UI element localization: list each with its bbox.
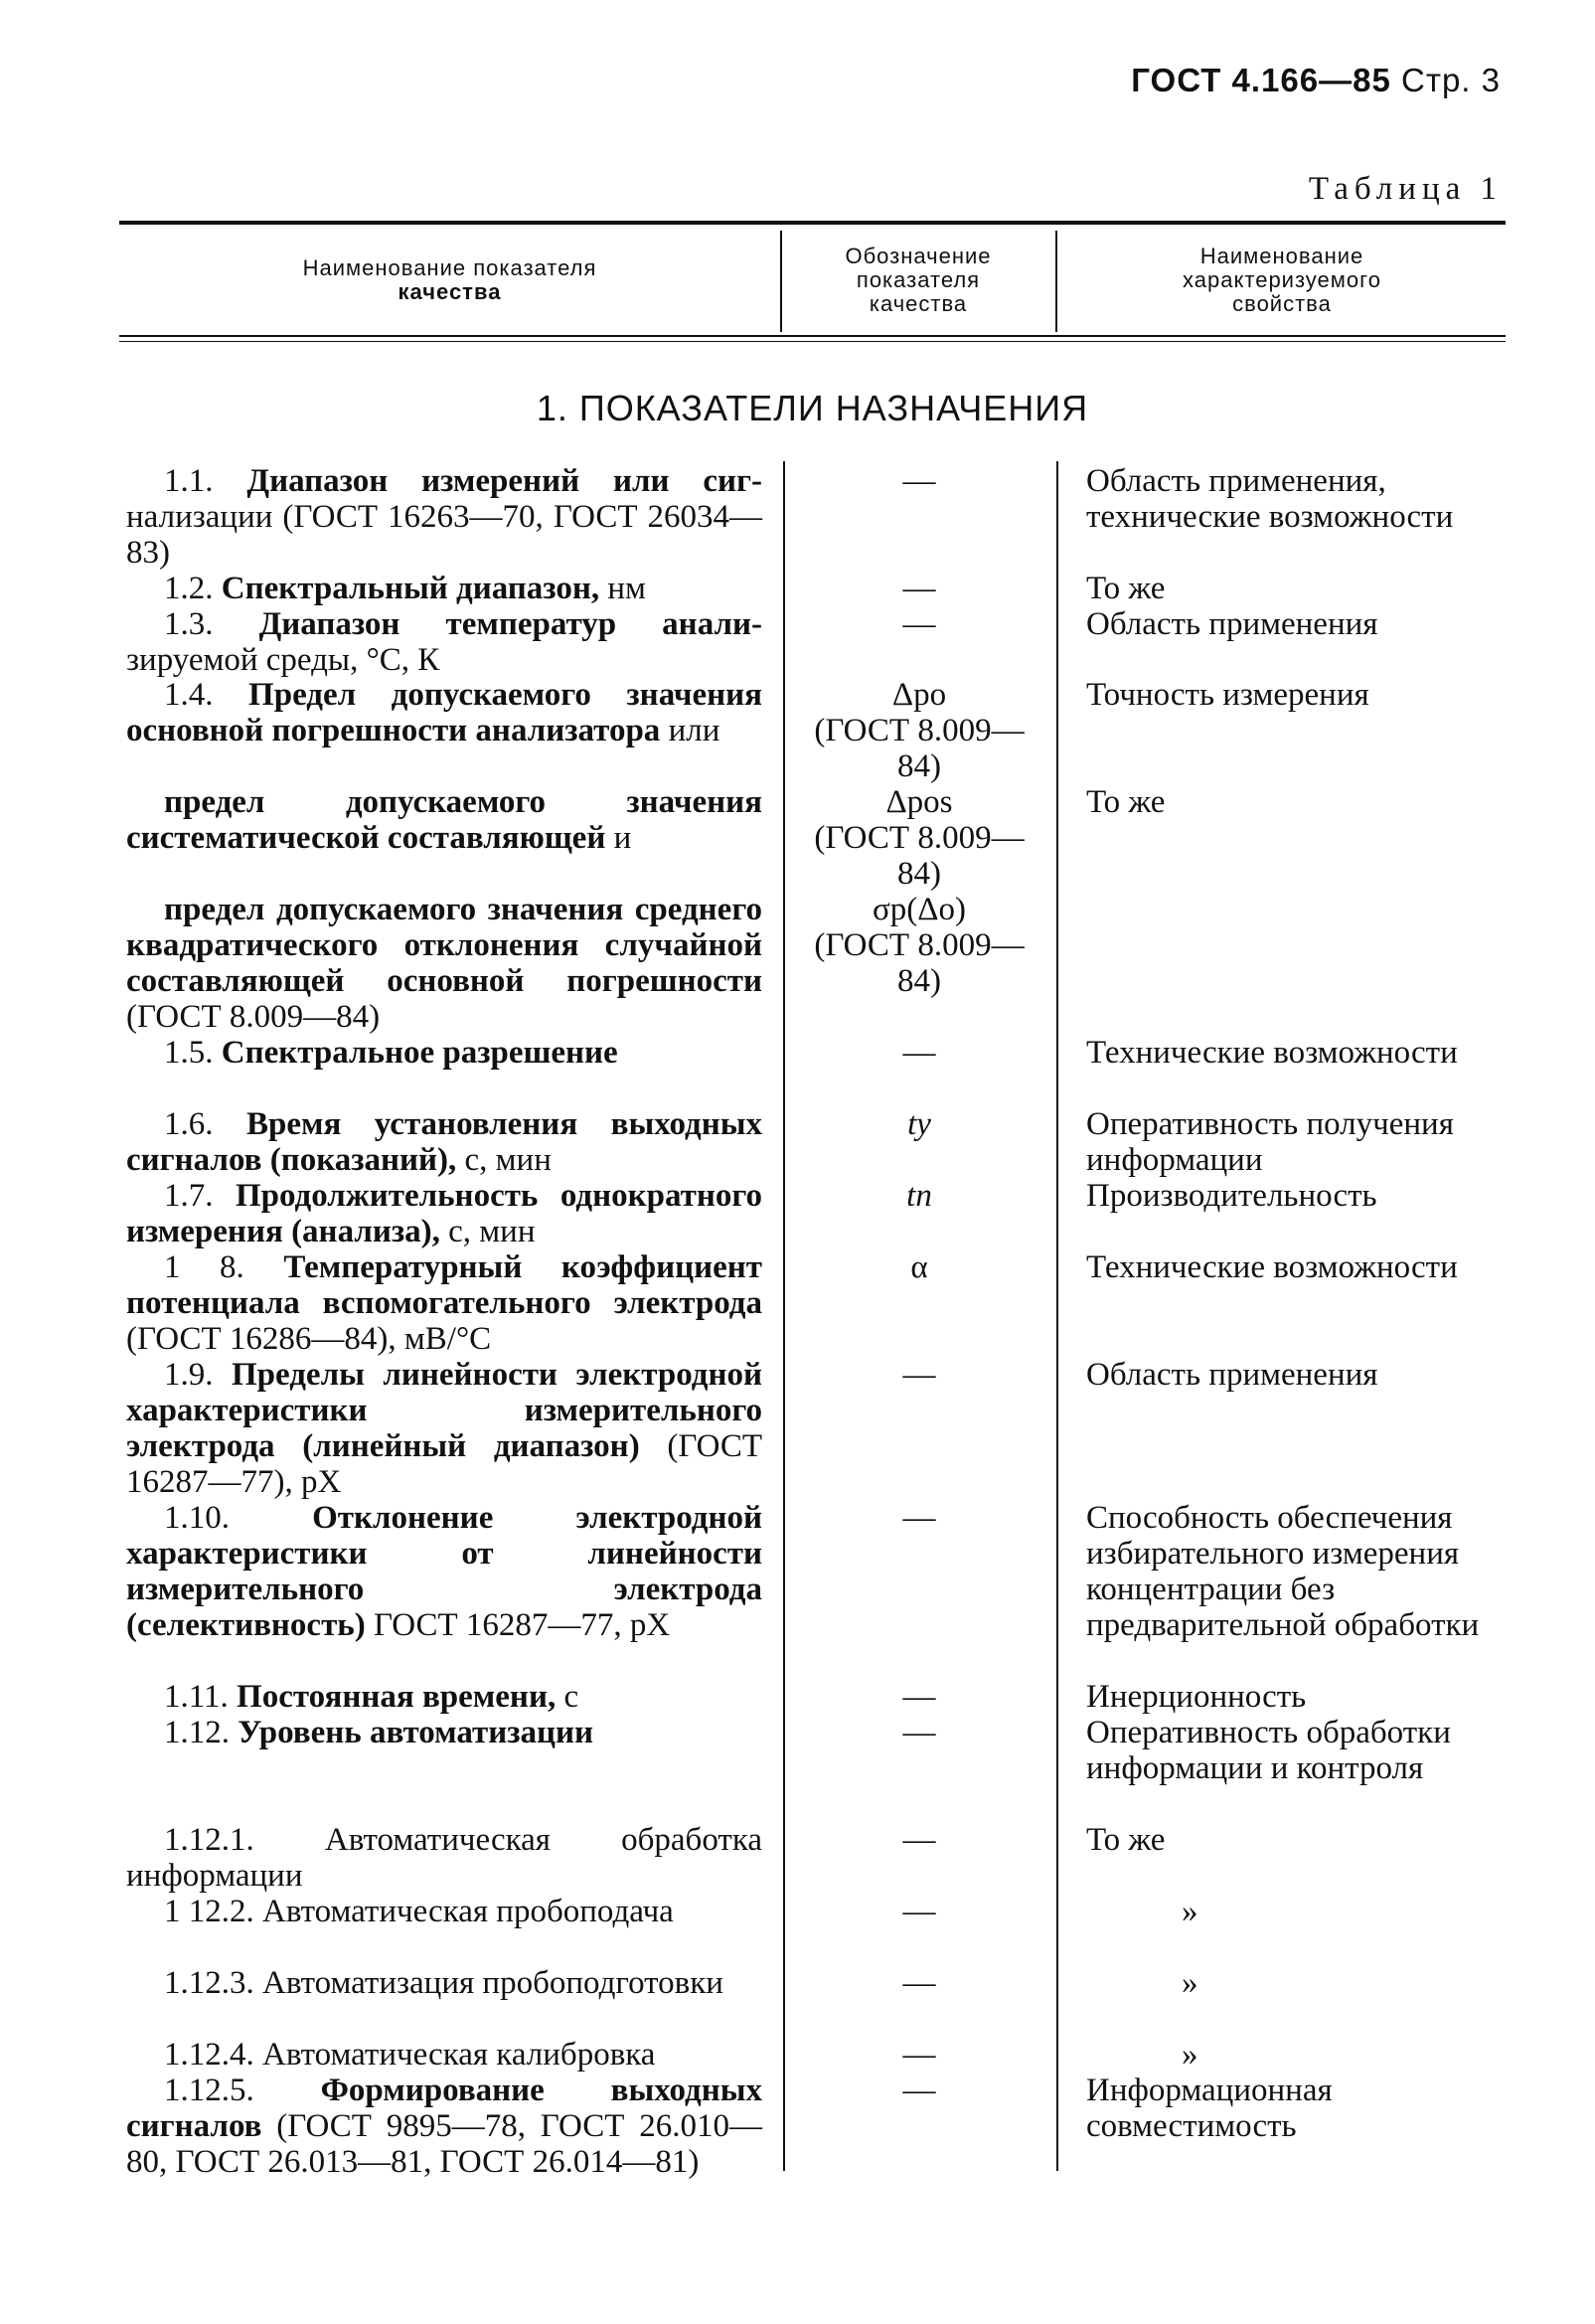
- row-symbol: α: [910, 1249, 928, 1285]
- table-row: [126, 784, 762, 856]
- row-property: »: [1182, 2037, 1198, 2073]
- row-property: Область применения, технические возможности: [1086, 463, 1454, 535]
- row-number: 1.11.: [164, 1679, 229, 1715]
- row-name-rest: Автоматизация пробоподготовки: [262, 1965, 723, 2001]
- row-name-bold: Диапазон измерений или сиг-: [246, 463, 763, 499]
- column-divider: [780, 231, 782, 332]
- row-number: 1.12.1.: [164, 1822, 254, 1858]
- row-number: 1.2.: [164, 571, 214, 606]
- row-property: »: [1182, 1965, 1198, 2001]
- column-header-property-line1: Наименование: [1199, 244, 1364, 268]
- row-property: То же: [1086, 784, 1166, 820]
- table-row: [126, 1106, 762, 1178]
- row-property: »: [1182, 1894, 1198, 1929]
- row-property: Оперативность обработки информации и контроля: [1086, 1715, 1451, 1786]
- row-number: 1.12.: [164, 1715, 230, 1750]
- row-number: 1.10.: [164, 1500, 230, 1536]
- row-name-rest: с, мин: [464, 1142, 552, 1178]
- row-property: Точность измерения: [1086, 677, 1369, 713]
- row-symbol: —: [902, 1822, 936, 1858]
- row-number: 1.5.: [164, 1035, 214, 1071]
- symbol-value: σp(Δo): [873, 892, 966, 927]
- row-property: Оперативность получения информации: [1086, 1106, 1454, 1178]
- row-symbol: [795, 677, 1043, 784]
- row-symbol: —: [902, 1500, 936, 1536]
- row-symbol: —: [902, 1357, 936, 1393]
- section-title: 1. ПОКАЗАТЕЛИ НАЗНАЧЕНИЯ: [536, 388, 1089, 428]
- column-header-symbol-line2: показателя: [856, 267, 981, 292]
- table-row: [126, 2073, 762, 2180]
- row-name-rest: с, мин: [448, 1214, 536, 1249]
- row-symbol: —: [902, 463, 936, 499]
- table-header-rule: [119, 335, 1506, 337]
- column-header-symbol-line1: Обозначение: [845, 244, 992, 268]
- table-row: [126, 1715, 762, 1750]
- column-divider: [1055, 231, 1057, 332]
- table-row: [126, 1822, 762, 1894]
- table-label: Таблица 1: [1308, 171, 1503, 207]
- symbol-reference: (ГОСТ 8.009—84): [814, 713, 1025, 784]
- row-name-bold: Пределы линейности электродной характеристики измерительного электрода (линейный диапазон): [126, 1357, 763, 1464]
- row-symbol: —: [902, 1679, 936, 1715]
- column-header-property-line3: свойства: [1232, 291, 1332, 316]
- column-header-property: [1058, 231, 1506, 330]
- row-number: 1 12.2.: [164, 1894, 254, 1929]
- row-name-rest: нализации (ГОСТ 16263—70, ГОСТ 26034—83): [126, 499, 762, 571]
- column-header-name-line2: качества: [398, 279, 502, 304]
- row-symbol: tп: [906, 1178, 932, 1214]
- row-number: 1.1.: [164, 463, 214, 499]
- row-name-rest: нм: [607, 571, 646, 606]
- column-header-symbol: [783, 231, 1053, 330]
- row-number: 1.9.: [164, 1357, 214, 1393]
- row-name-bold: предел допускаемого значения систематической составляющей: [126, 784, 762, 856]
- row-symbol: —: [902, 1894, 936, 1929]
- row-name-bold: Отклонение электродной характеристики от линейности измерительного электрода (селективность): [126, 1500, 762, 1643]
- table-row: [126, 1035, 762, 1071]
- row-name-bold: предел допускаемого значения среднего квадратического отклонения случайной составляющей основной погрешности: [126, 892, 762, 999]
- row-name-bold: Спектральное разрешение: [221, 1035, 618, 1071]
- table-row: [126, 892, 762, 1035]
- row-name-rest: (ГОСТ 16286—84), мВ/°С: [126, 1321, 492, 1357]
- table-row: [126, 2037, 762, 2073]
- row-name-bold: Постоянная времени,: [237, 1679, 557, 1715]
- symbol-reference: (ГОСТ 8.009—84): [814, 927, 1025, 999]
- row-symbol: [795, 784, 1043, 892]
- row-name-bold: Продолжительность однократного измерения (анализа),: [126, 1178, 762, 1249]
- row-name-rest: и: [613, 820, 632, 856]
- row-property: Способность обеспечения избирательного измерения концентрации без предварительной обработки: [1086, 1500, 1480, 1643]
- row-name-rest: зируемой среды, °С, К: [126, 642, 440, 678]
- row-number: 1.6.: [164, 1106, 214, 1142]
- row-name-rest: с: [563, 1679, 579, 1715]
- table-row: [126, 606, 762, 678]
- table-row: [126, 1249, 762, 1357]
- table-top-rule: [119, 221, 1506, 225]
- row-property: Технические возможности: [1086, 1249, 1458, 1285]
- column-header-name: [119, 231, 780, 330]
- row-symbol: —: [902, 1965, 936, 2001]
- row-name-rest: Автоматическая обработка информации: [126, 1822, 763, 1894]
- page-number: Стр. 3: [1401, 62, 1501, 98]
- row-property: То же: [1086, 1822, 1166, 1858]
- row-property: Технические возможности: [1086, 1035, 1458, 1071]
- row-name-bold: Время установления выходных сигналов (показаний),: [126, 1106, 763, 1178]
- row-name-bold: Диапазон температур анали-: [258, 606, 762, 642]
- table-row: [126, 1679, 762, 1715]
- row-number: 1 8.: [164, 1249, 244, 1285]
- page-header: [1131, 62, 1501, 99]
- row-symbol: ty: [907, 1106, 931, 1142]
- table-row: [126, 463, 762, 571]
- row-property: Производительность: [1086, 1178, 1377, 1214]
- table-row: [126, 1965, 762, 2001]
- table-row: [126, 1894, 762, 1929]
- row-symbol: —: [902, 606, 936, 642]
- row-property: Область применения: [1086, 1357, 1378, 1393]
- row-name-rest: Автоматическая пробоподача: [262, 1894, 674, 1929]
- column-divider: [1056, 461, 1058, 2171]
- row-name-bold: Температурный коэффициент потенциала вспомогательного электрода: [126, 1249, 763, 1321]
- table-row: [126, 1178, 762, 1249]
- row-name-rest: Автоматическая калибровка: [262, 2037, 656, 2073]
- row-symbol: —: [902, 571, 936, 606]
- row-property: Инерционность: [1086, 1679, 1307, 1715]
- row-property: То же: [1086, 571, 1166, 606]
- row-property: Область применения: [1086, 606, 1378, 642]
- row-name-rest: (ГОСТ 9895—78, ГОСТ 26.010—80, ГОСТ 26.013—81, ГОСТ 26.014—81): [126, 2108, 763, 2180]
- table-row: [126, 677, 762, 748]
- row-symbol: —: [902, 2073, 936, 2108]
- row-symbol: [795, 892, 1043, 999]
- row-number: 1.12.5.: [164, 2073, 254, 2108]
- row-number: 1.12.4.: [164, 2037, 254, 2073]
- table-row: [126, 1500, 762, 1643]
- column-header-symbol-line3: качества: [869, 291, 968, 316]
- standard-number: ГОСТ 4.166—85: [1131, 62, 1391, 98]
- row-property: Информационная совместимость: [1086, 2073, 1333, 2144]
- row-name-rest: (ГОСТ 8.009—84): [126, 999, 381, 1035]
- row-name-bold: Предел допускаемого значения основной погрешности анализатора: [126, 677, 763, 748]
- row-name-bold: Формирование выходных сигналов: [126, 2073, 762, 2144]
- row-name-rest: (ГОСТ 16287—77), pX: [126, 1428, 763, 1500]
- table-header-rule-double: [119, 341, 1506, 342]
- row-symbol: —: [902, 2037, 936, 2073]
- column-header-property-line2: характеризуемого: [1183, 267, 1381, 292]
- symbol-reference: (ГОСТ 8.009—84): [814, 820, 1025, 892]
- row-name-rest: или: [668, 713, 720, 748]
- symbol-value: Δpos: [885, 784, 953, 820]
- row-name-bold: Спектральный диапазон,: [221, 571, 600, 606]
- row-symbol: —: [902, 1035, 936, 1071]
- symbol-value: Δpo: [891, 677, 947, 713]
- row-number: 1.12.3.: [164, 1965, 254, 2001]
- row-name-bold: Уровень автоматизации: [238, 1715, 594, 1750]
- row-number: 1.7.: [164, 1178, 214, 1214]
- table-row: [126, 571, 762, 606]
- row-number: 1.4.: [164, 677, 214, 713]
- row-number: 1.3.: [164, 606, 214, 642]
- row-symbol: —: [902, 1715, 936, 1750]
- row-name-rest: ГОСТ 16287—77, pX: [373, 1607, 671, 1643]
- column-header-name-line1: Наименование показателя: [302, 255, 597, 280]
- table-row: [126, 1357, 762, 1500]
- column-divider: [783, 461, 785, 2171]
